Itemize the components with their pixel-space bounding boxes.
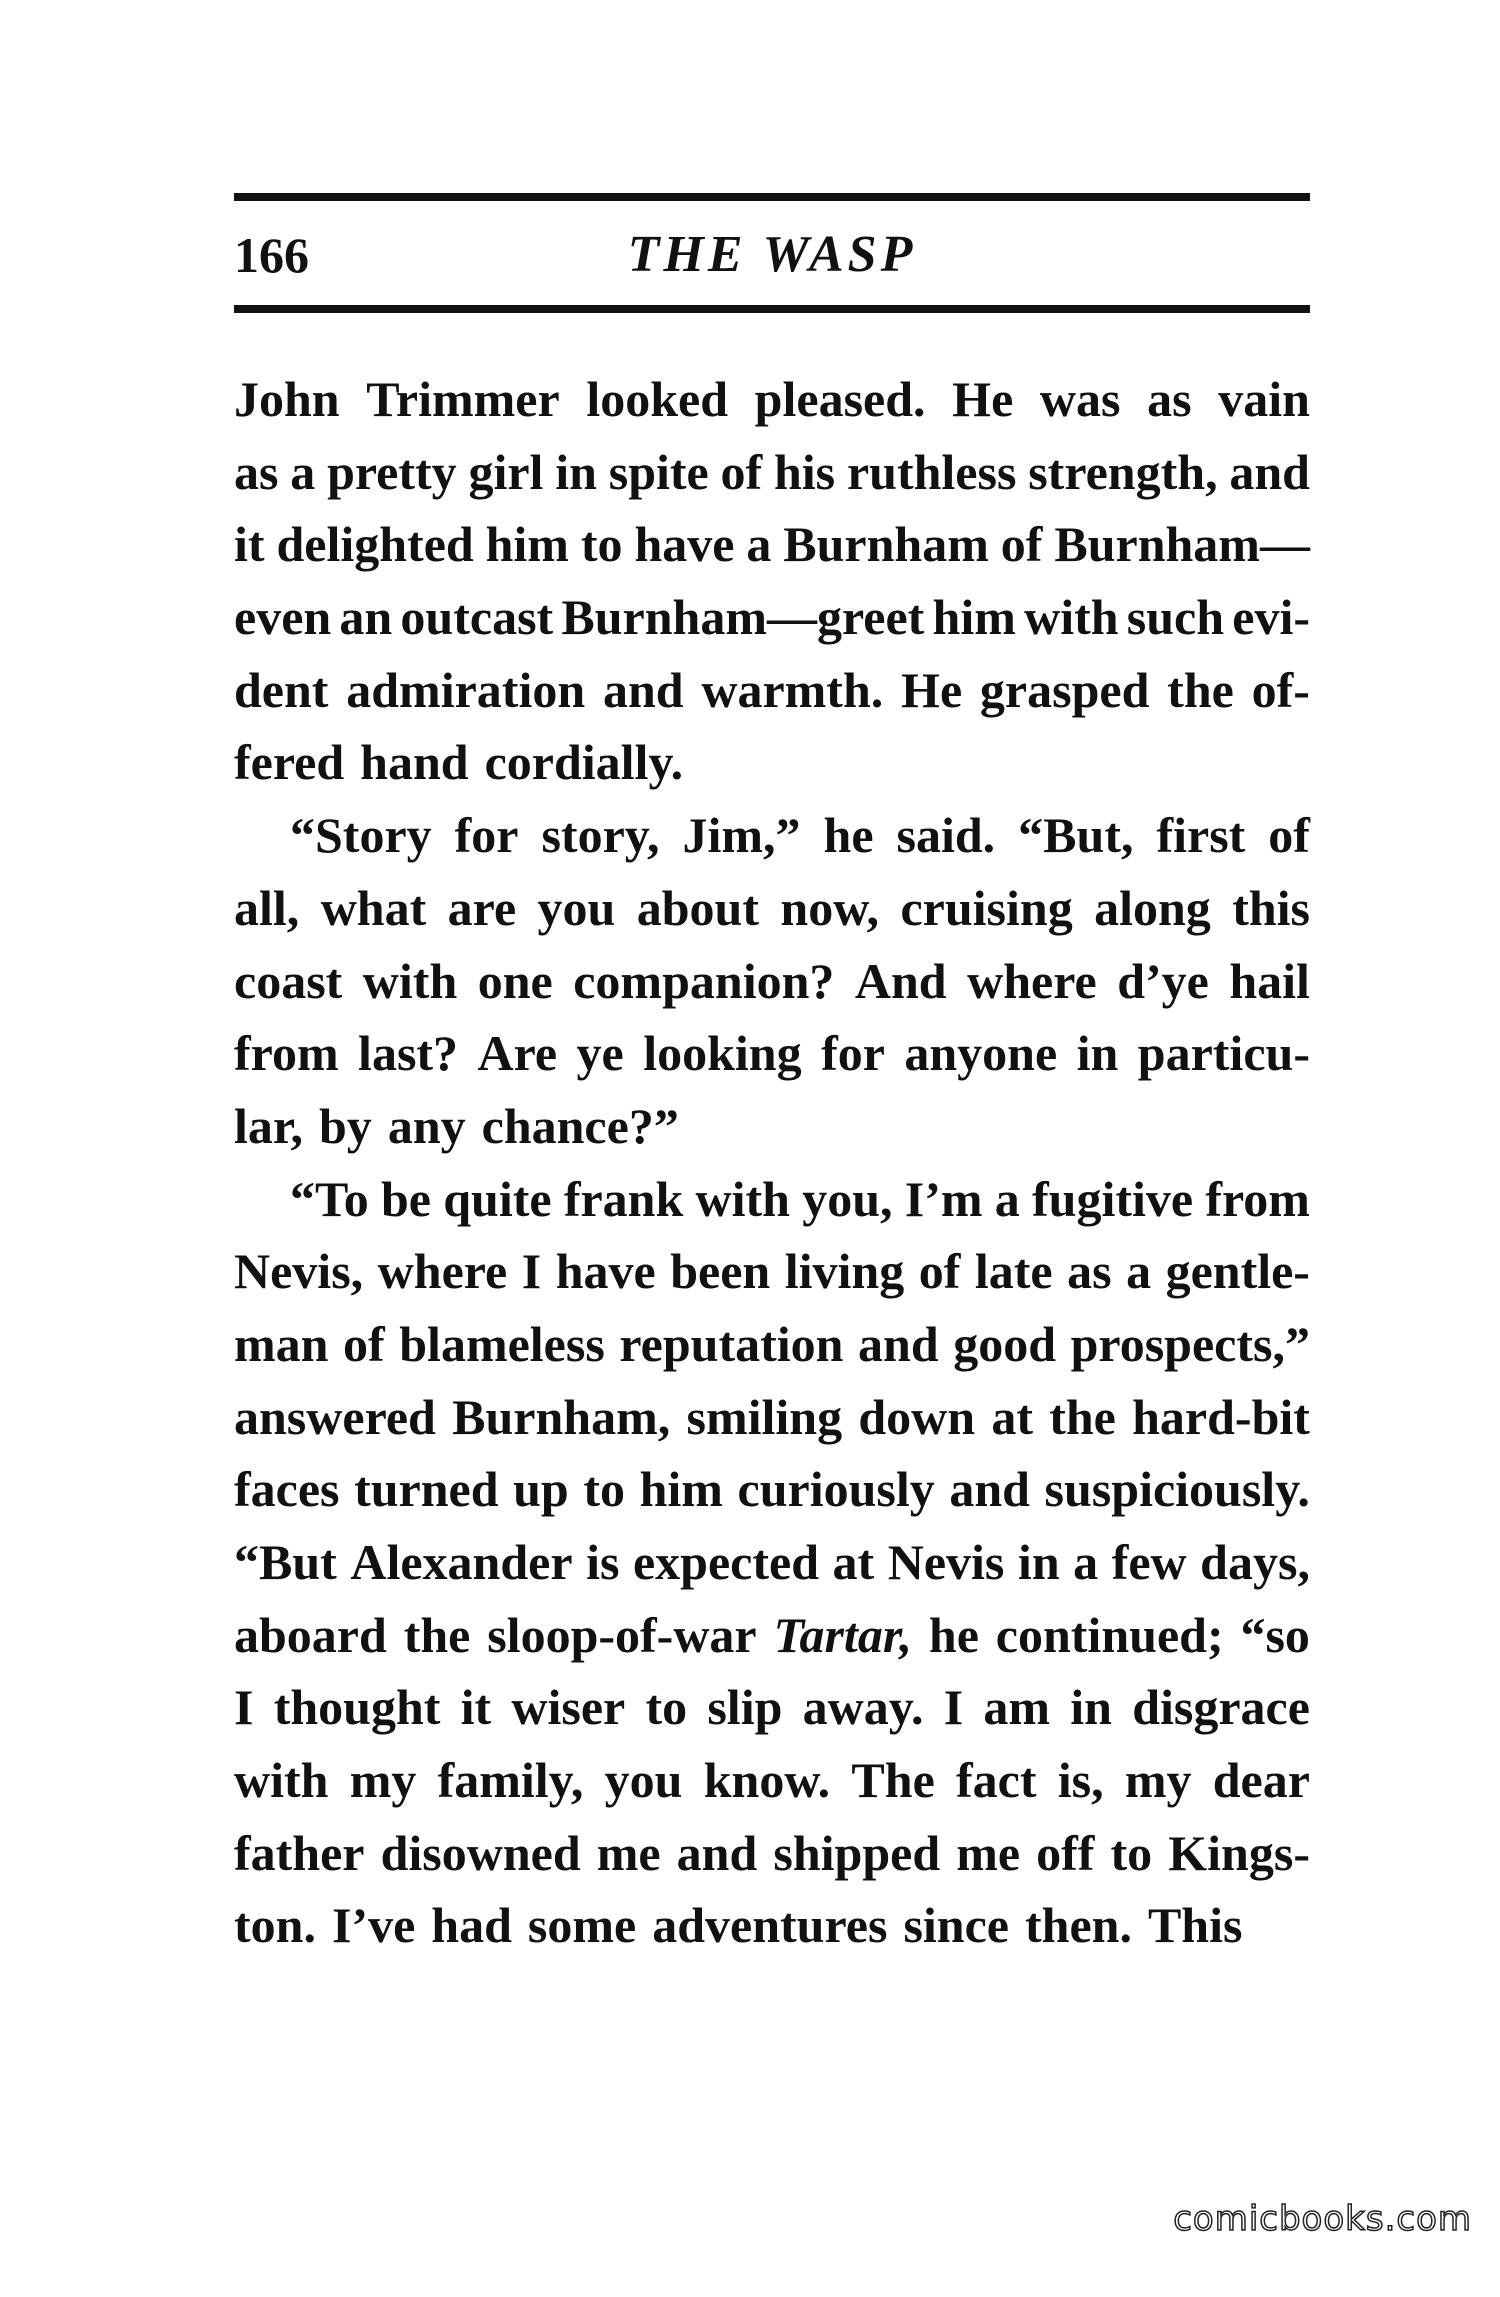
page-number: 166 — [234, 227, 309, 283]
word: are — [447, 879, 517, 936]
word: now, — [780, 879, 880, 936]
word: man — [234, 1315, 329, 1372]
word: I’m — [904, 1170, 983, 1227]
word: have — [555, 1243, 656, 1300]
word: family, — [437, 1752, 584, 1809]
word: as — [1147, 371, 1192, 427]
word: strength, — [1028, 443, 1218, 500]
word: him — [639, 1461, 723, 1518]
running-header — [234, 220, 1310, 290]
word: sloop-of-war — [487, 1606, 757, 1663]
word: and — [949, 1461, 1030, 1518]
word: have — [634, 516, 735, 573]
word: know. — [703, 1752, 831, 1809]
word: faces — [234, 1461, 340, 1518]
word: grasped — [979, 661, 1150, 718]
word: hand — [360, 734, 469, 791]
word: of — [343, 1315, 385, 1372]
text-line — [234, 1308, 1310, 1381]
word: to — [645, 1679, 688, 1736]
word: even — [234, 589, 332, 646]
word: “To — [290, 1170, 369, 1227]
word: Burnham— — [1054, 516, 1310, 573]
word: fact — [956, 1752, 1037, 1809]
word: this — [1232, 879, 1310, 936]
word: all, — [234, 879, 300, 936]
word: smiling — [686, 1388, 843, 1445]
word: his — [773, 443, 836, 500]
word: my — [1124, 1752, 1192, 1809]
text-line — [234, 436, 1310, 509]
word: an — [339, 589, 393, 646]
word: me — [596, 1824, 661, 1881]
header-bottom-rule — [234, 305, 1310, 313]
word: warmth. — [701, 661, 884, 718]
word: it — [234, 516, 265, 573]
word: few — [1111, 1534, 1187, 1590]
word: at — [991, 1388, 1033, 1445]
word: hail — [1229, 952, 1310, 1009]
word: and — [602, 661, 684, 718]
word: Burnham—greet — [561, 589, 925, 646]
text-line — [234, 1671, 1310, 1744]
word: ton. — [234, 1897, 316, 1954]
word: looked — [586, 371, 729, 427]
word: suspiciously. — [1044, 1461, 1310, 1518]
word: of — [720, 443, 763, 500]
text-line — [234, 1090, 1310, 1163]
word: from — [234, 1025, 339, 1082]
word: pretty — [327, 443, 457, 500]
word: said. — [896, 807, 996, 864]
word: the — [1167, 661, 1234, 718]
word: where — [967, 952, 1097, 1009]
word: companion? — [573, 952, 835, 1009]
word: me — [956, 1824, 1021, 1881]
word: the — [1049, 1388, 1116, 1445]
word: anyone — [904, 1025, 1058, 1082]
word: The — [851, 1752, 935, 1809]
word: lar, — [234, 1097, 303, 1154]
word: chance?” — [481, 1097, 679, 1154]
word: was — [1039, 371, 1121, 427]
text-line — [234, 581, 1310, 654]
word: with — [234, 1752, 329, 1809]
word: by — [319, 1097, 372, 1154]
word: fered — [234, 734, 345, 791]
word: where — [377, 1243, 508, 1300]
word: outcast — [400, 589, 554, 646]
word: expected — [632, 1534, 820, 1590]
word: fugitive — [1032, 1170, 1194, 1227]
word: had — [431, 1897, 512, 1954]
word: away. — [802, 1679, 924, 1736]
word: slip — [707, 1679, 783, 1736]
word: disowned — [380, 1824, 581, 1881]
word: of- — [1251, 661, 1310, 718]
word: him — [485, 516, 569, 573]
word: answered — [234, 1388, 436, 1445]
word: be — [381, 1170, 431, 1227]
word: from — [1205, 1170, 1310, 1227]
word: dent — [234, 661, 329, 718]
word: Burnham — [783, 516, 989, 573]
word: story, — [541, 807, 660, 864]
word: evi- — [1232, 589, 1310, 646]
word: John — [234, 371, 340, 427]
word: hard-bit — [1132, 1388, 1310, 1445]
word: And — [854, 952, 947, 1009]
text-line — [234, 1744, 1310, 1817]
word: disgrace — [1132, 1679, 1310, 1736]
word: of — [1000, 516, 1043, 573]
text-line — [234, 1017, 1310, 1090]
word: dear — [1212, 1752, 1310, 1809]
word: He — [901, 661, 963, 718]
word: aboard — [234, 1606, 387, 1663]
word: a — [1073, 1534, 1099, 1590]
word: you, — [802, 1170, 893, 1227]
word: curiously — [737, 1461, 935, 1518]
word: continued; — [995, 1606, 1224, 1663]
word: for — [821, 1025, 885, 1082]
word: with — [362, 952, 458, 1009]
text-line — [234, 1599, 1310, 1672]
word: ye — [576, 1025, 624, 1082]
word: particu- — [1137, 1025, 1310, 1082]
word: he — [823, 807, 874, 864]
word: Alexander — [350, 1534, 573, 1590]
word: is — [586, 1534, 620, 1590]
word: in — [1076, 1025, 1119, 1082]
word: to — [580, 516, 623, 573]
word: Burnham, — [452, 1388, 671, 1445]
word: vain — [1218, 371, 1310, 427]
word: I — [943, 1679, 964, 1736]
word: since — [903, 1897, 1009, 1954]
word: last? — [358, 1025, 459, 1082]
word: adventures — [652, 1897, 888, 1954]
word: “But, — [1018, 807, 1134, 864]
word: prospects,” — [1070, 1315, 1310, 1372]
word: off — [1036, 1824, 1095, 1881]
word: blameless — [399, 1315, 605, 1372]
word: what — [320, 879, 427, 936]
text-line — [234, 872, 1310, 945]
word: spite — [608, 443, 709, 500]
word: girl — [468, 443, 544, 500]
watermark-text: comicbooks.com — [1173, 2199, 1472, 2239]
word: and — [1229, 443, 1310, 500]
text-line — [234, 1163, 1310, 1236]
word: “Story — [290, 807, 432, 864]
word: quite — [443, 1170, 552, 1227]
word: such — [1126, 589, 1225, 646]
word: Are — [477, 1025, 558, 1082]
word: you — [604, 1752, 683, 1809]
word: looking — [643, 1025, 802, 1082]
word: “But — [234, 1534, 337, 1590]
word: I — [521, 1243, 542, 1300]
header-top-rule — [234, 193, 1310, 201]
word: the — [403, 1606, 471, 1663]
word: as — [1067, 1243, 1112, 1300]
word: cruising — [900, 879, 1073, 936]
word: I — [234, 1679, 254, 1736]
word: “so — [1240, 1606, 1310, 1663]
word: been — [670, 1243, 771, 1300]
text-line — [234, 654, 1310, 727]
text-line — [234, 1235, 1310, 1308]
word: ruthless — [846, 443, 1017, 500]
word: days, — [1200, 1534, 1310, 1590]
word: coast — [234, 952, 343, 1009]
text-line — [234, 1817, 1310, 1890]
word: d’ye — [1117, 952, 1209, 1009]
word: my — [349, 1752, 417, 1809]
text-line — [234, 799, 1310, 872]
word: I’ve — [331, 1897, 416, 1954]
word: pleased. — [754, 371, 926, 427]
word: cordially. — [484, 734, 684, 791]
word: father — [234, 1824, 365, 1881]
word: in — [1017, 1534, 1060, 1590]
word: and — [858, 1315, 939, 1372]
word: up — [513, 1461, 569, 1518]
word: Nevis — [887, 1534, 1005, 1590]
word: to — [583, 1461, 625, 1518]
word: to — [1110, 1824, 1153, 1881]
word: some — [527, 1897, 637, 1954]
text-line — [234, 1889, 1310, 1962]
word: frank — [563, 1170, 684, 1227]
word: He — [952, 371, 1014, 427]
word: you — [537, 879, 616, 936]
word: a — [994, 1170, 1020, 1227]
word: admiration — [346, 661, 586, 718]
word: and — [676, 1824, 758, 1881]
word: he — [928, 1606, 979, 1663]
word: a — [290, 443, 316, 500]
word: in — [555, 443, 597, 500]
word: down — [858, 1388, 976, 1445]
word: Nevis, — [234, 1243, 364, 1300]
word: Tartar, — [773, 1606, 913, 1663]
word: along — [1094, 879, 1211, 936]
word: turned — [354, 1461, 499, 1518]
text-line — [234, 508, 1310, 581]
word: is, — [1057, 1752, 1104, 1809]
word: shipped — [773, 1824, 941, 1881]
word: then. — [1024, 1897, 1132, 1954]
word: a — [1126, 1243, 1152, 1300]
word: first — [1156, 807, 1246, 864]
text-line — [234, 363, 1310, 436]
running-title: THE WASP — [627, 226, 917, 283]
word: one — [477, 952, 553, 1009]
word: of — [918, 1243, 961, 1300]
word: Kings- — [1168, 1824, 1310, 1881]
word: any — [387, 1097, 466, 1154]
word: about — [636, 879, 759, 936]
text-line — [234, 1526, 1310, 1599]
word: with — [1024, 589, 1119, 646]
text-line — [234, 726, 1310, 799]
word: Trimmer — [366, 371, 560, 427]
word: delighted — [276, 516, 474, 573]
word: am — [983, 1679, 1051, 1736]
text-line — [234, 1381, 1310, 1454]
word: him — [932, 589, 1016, 646]
word: wiser — [511, 1679, 626, 1736]
word: late — [974, 1243, 1053, 1300]
text-line — [234, 1453, 1310, 1526]
word: with — [695, 1170, 790, 1227]
word: in — [1070, 1679, 1112, 1736]
word: as — [234, 443, 279, 500]
word: reputation — [619, 1315, 844, 1372]
word: at — [832, 1534, 875, 1590]
text-line — [234, 945, 1310, 1018]
body-text — [234, 363, 1310, 1962]
word: living — [784, 1243, 905, 1300]
word: Jim,” — [682, 807, 801, 864]
word: thought — [273, 1679, 441, 1736]
word: for — [454, 807, 519, 864]
word: good — [953, 1315, 1057, 1372]
word: gentle- — [1165, 1243, 1310, 1300]
word: it — [460, 1679, 492, 1736]
word: This — [1147, 1897, 1243, 1954]
word: a — [746, 516, 772, 573]
word: of — [1268, 807, 1310, 864]
